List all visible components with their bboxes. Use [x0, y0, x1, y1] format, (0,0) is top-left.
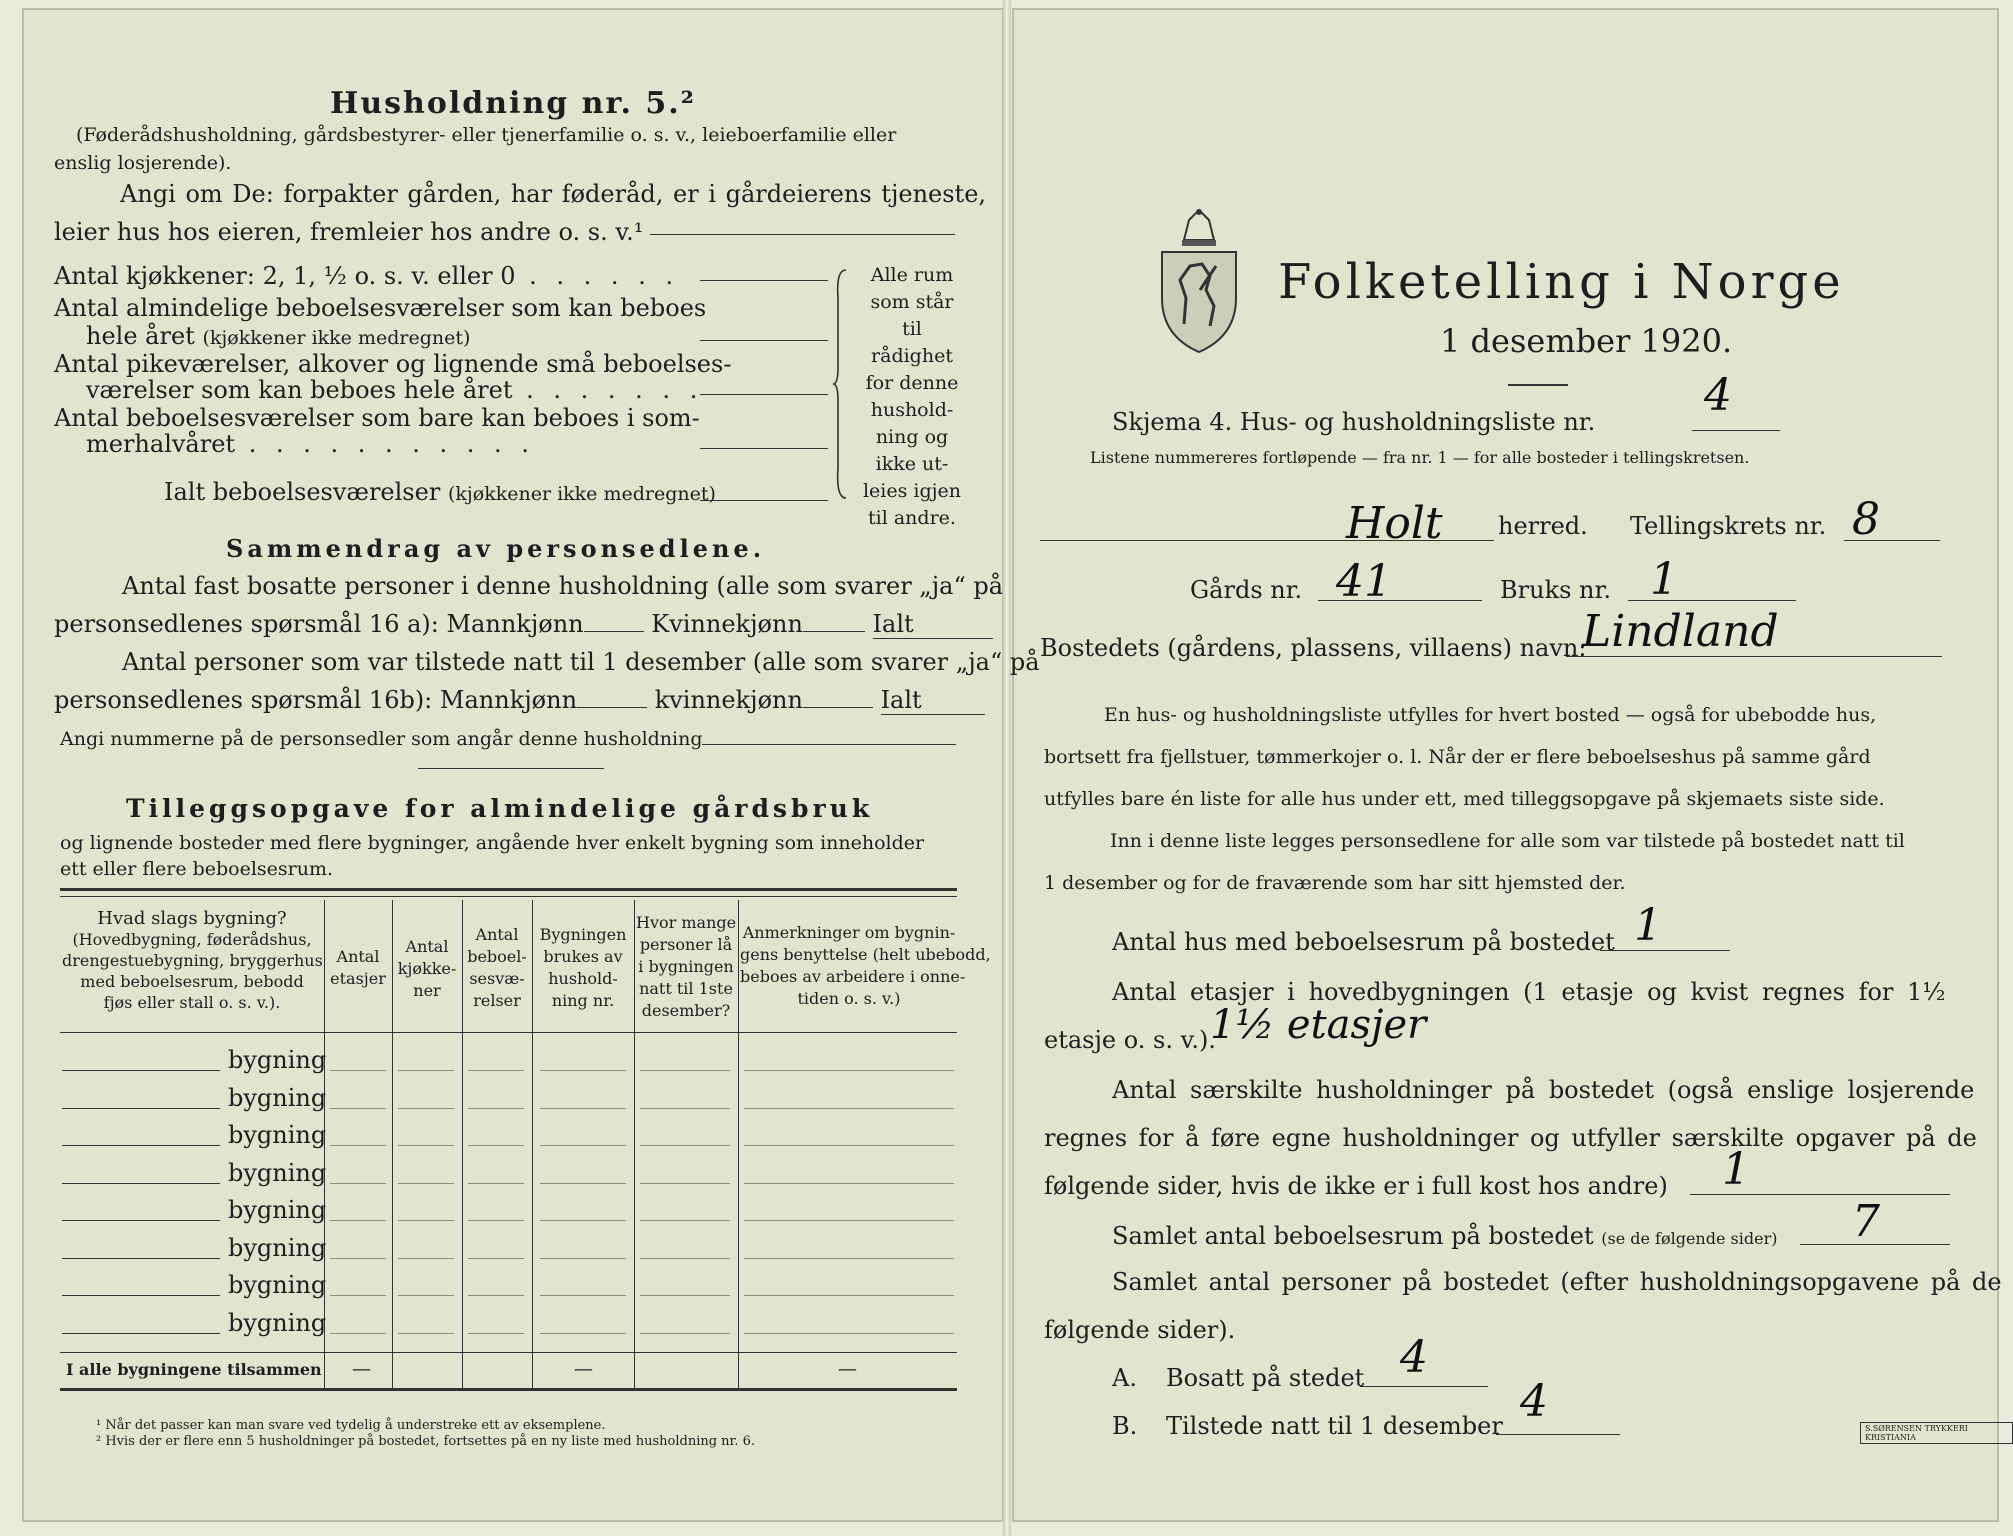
- samlet-rum-label: Samlet antal beboelsesrum på bostedet (se de følgende sider): [1112, 1222, 1778, 1250]
- norway-coat-of-arms-icon: [1156, 206, 1242, 356]
- pike-answer-line[interactable]: [700, 394, 828, 395]
- col-header-personer: Hvor mange personer lå i bygningen natt til 1ste desember?: [636, 913, 737, 1020]
- census-date: 1 desember 1920.: [1440, 322, 1733, 360]
- tilst-line1: Antal personer som var tilstede natt til 1 desember (alle som svarer „ja“ på: [122, 648, 1040, 676]
- tellingskrets-value: 8: [1852, 494, 1880, 545]
- table-cell[interactable]: [398, 1145, 454, 1146]
- a-text: Bosatt på stedet: [1166, 1364, 1365, 1392]
- table-cell[interactable]: [330, 1295, 386, 1296]
- footnote-1: ¹ Når det passer kan man svare ved tydelig å understreke ett av eksemplene.: [96, 1418, 606, 1433]
- a-line[interactable]: [1360, 1386, 1488, 1387]
- bygning-type-line[interactable]: [62, 1258, 220, 1259]
- pike-label-2: værelser som kan beboes hele året . . . . . . .: [86, 376, 704, 404]
- table-cell[interactable]: [468, 1295, 524, 1296]
- printer-stamp: S.SØRENSEN TRYKKERI KRISTIANIA: [1860, 1422, 2013, 1444]
- bygning-label: bygning: [228, 1234, 327, 1262]
- table-cell[interactable]: [540, 1258, 626, 1259]
- col-divider-6: [738, 900, 739, 1390]
- herred-value: Holt: [1346, 498, 1443, 549]
- table-bottom-rule: [60, 1388, 957, 1391]
- para2-line1: Inn i denne liste legges personsedlene for alle som var tilstede på bostedet natt til: [1110, 830, 1905, 852]
- table-cell[interactable]: [398, 1333, 454, 1334]
- table-cell[interactable]: [744, 1070, 954, 1071]
- table-top-rule: [60, 888, 957, 891]
- table-cell[interactable]: [640, 1295, 730, 1296]
- saer-value: 1: [1722, 1144, 1750, 1195]
- brace-icon: [832, 268, 852, 500]
- bruks-value: 1: [1650, 554, 1678, 605]
- bygning-label: bygning: [228, 1046, 327, 1074]
- brace-note: Alle rum som står til rådighet for denne hushold- ning og ikke ut- leies igjen til andre.: [862, 264, 962, 529]
- bruks-label: Bruks nr.: [1500, 576, 1611, 604]
- col-divider-4: [532, 900, 533, 1390]
- table-cell[interactable]: [398, 1108, 454, 1109]
- samlet-pers-line1: Samlet antal personer på bostedet (efter husholdningsopgavene på de: [1112, 1268, 2002, 1296]
- a-value: 4: [1400, 1332, 1428, 1383]
- samlet-pers-line2: følgende sider).: [1044, 1316, 1236, 1344]
- husholdning-title: Husholdning nr. 5.²: [330, 86, 696, 121]
- table-cell[interactable]: [468, 1070, 524, 1071]
- listene-note: Listene nummereres fortløpende — fra nr. 1 — for alle bosteder i tellingskretsen.: [1090, 448, 1750, 467]
- title-divider: [1508, 384, 1568, 386]
- footnote-2: ² Hvis der er flere enn 5 husholdninger på bostedet, fortsettes på en ny liste med husholdning nr. 6.: [96, 1434, 756, 1449]
- table-cell[interactable]: [330, 1333, 386, 1334]
- angi-answer-line[interactable]: [650, 234, 955, 235]
- table-cell[interactable]: [540, 1295, 626, 1296]
- sommer-label-2: merhalvåret . . . . . . . . . . .: [86, 430, 535, 458]
- sommer-label-1: Antal beboelsesværelser som bare kan beboes i som-: [54, 404, 700, 432]
- table-cell[interactable]: [540, 1183, 626, 1184]
- fast-line2: personsedlenes spørsmål 16 a): Mannkjønn Kvinnekjønn Ialt: [54, 610, 993, 639]
- table-cell[interactable]: [744, 1295, 954, 1296]
- bygning-label: bygning: [228, 1196, 327, 1224]
- total-husholdning-dash: —: [574, 1358, 593, 1380]
- para2-line2: 1 desember og for de fraværende som har sitt hjemsted der.: [1044, 872, 1626, 894]
- page-fold: [1003, 0, 1011, 1536]
- table-cell[interactable]: [540, 1070, 626, 1071]
- para1-line3: utfylles bare én liste for alle hus under ett, med tilleggsopgave på skjemaets siste side.: [1044, 788, 1885, 810]
- table-cell[interactable]: [398, 1258, 454, 1259]
- table-cell[interactable]: [330, 1070, 386, 1071]
- col-divider-2: [392, 900, 393, 1390]
- total-anmerkninger-dash: —: [838, 1358, 857, 1380]
- alm-answer-line[interactable]: [700, 340, 828, 341]
- bygning-label: bygning: [228, 1309, 327, 1337]
- tellingskrets-label: Tellingskrets nr.: [1630, 512, 1827, 540]
- total-top-rule: [60, 1352, 957, 1353]
- bygning-type-line[interactable]: [62, 1108, 220, 1109]
- total-etasjer-dash: —: [352, 1358, 371, 1380]
- col-header-etasjer: Antal etasjer: [330, 947, 386, 988]
- intro-line2: enslig losjerende).: [54, 152, 232, 174]
- bygning-type-line[interactable]: [62, 1070, 220, 1071]
- para1-line1: En hus- og husholdningsliste utfylles for hvert bosted — også for ubebodde hus,: [1104, 704, 1877, 726]
- table-cell[interactable]: [640, 1183, 730, 1184]
- table-cell[interactable]: [330, 1183, 386, 1184]
- gards-value: 41: [1336, 556, 1392, 607]
- etasjer-line2: etasje o. s. v.).: [1044, 1026, 1216, 1054]
- table-cell[interactable]: [330, 1108, 386, 1109]
- etasjer-line1: Antal etasjer i hovedbygningen (1 etasje og kvist regnes for 1½: [1112, 978, 1946, 1006]
- b-text: Tilstede natt til 1 desember: [1166, 1412, 1503, 1440]
- bygning-label: bygning: [228, 1159, 327, 1187]
- total-label: I alle bygningene tilsammen: [66, 1360, 322, 1379]
- bygning-type-line[interactable]: [62, 1183, 220, 1184]
- table-cell[interactable]: [640, 1258, 730, 1259]
- bygning-label: bygning: [228, 1121, 327, 1149]
- table-cell[interactable]: [330, 1145, 386, 1146]
- col-header-anmerkninger: Anmerkninger om bygnin- gens benyttelse (helt ubebodd, beboes av arbeidere i onne- tiden o. s. v.): [740, 923, 991, 1008]
- pike-label-1: Antal pikeværelser, alkover og lignende små beboelses-: [54, 350, 732, 378]
- table-cell[interactable]: [398, 1183, 454, 1184]
- table-cell[interactable]: [744, 1145, 954, 1146]
- table-cell[interactable]: [330, 1258, 386, 1259]
- angi-line2: leier hus hos eieren, fremleier hos andre o. s. v.¹: [54, 218, 644, 246]
- etasjer-value: 1½ etasjer: [1210, 1002, 1427, 1048]
- table-cell[interactable]: [468, 1183, 524, 1184]
- table-cell[interactable]: [468, 1145, 524, 1146]
- saer-line3: følgende sider, hvis de ikke er i full kost hos andre): [1044, 1172, 1668, 1200]
- bygning-type-line[interactable]: [62, 1295, 220, 1296]
- bygning-type-line[interactable]: [62, 1220, 220, 1221]
- bygning-type-line[interactable]: [62, 1145, 220, 1146]
- table-cell[interactable]: [468, 1220, 524, 1221]
- table-cell[interactable]: [398, 1070, 454, 1071]
- nummerne-answer-line[interactable]: [702, 744, 956, 745]
- table-cell[interactable]: [744, 1333, 954, 1334]
- kjokkener-answer-line[interactable]: [700, 280, 828, 281]
- skjema-nr-line[interactable]: [1692, 430, 1780, 431]
- a-label: A.: [1112, 1364, 1137, 1392]
- table-cell[interactable]: [744, 1183, 954, 1184]
- tillegg-line2: ett eller flere beboelsesrum.: [60, 858, 334, 880]
- table-cell[interactable]: [398, 1295, 454, 1296]
- col-header-husholdning: Bygningen brukes av hushold- ning nr.: [539, 925, 627, 1010]
- skjema-nr-value: 4: [1704, 370, 1732, 421]
- intro-line1: (Føderådshusholdning, gårdsbestyrer- eller tjenerfamilie o. s. v., leieboerfamilie eller: [76, 124, 897, 146]
- skjema-label: Skjema 4. Hus- og husholdningsliste nr.: [1112, 408, 1596, 436]
- bosted-label: Bostedets (gårdens, plassens, villaens) navn:: [1040, 634, 1587, 662]
- table-cell[interactable]: [540, 1108, 626, 1109]
- b-line[interactable]: [1496, 1434, 1620, 1435]
- table-cell[interactable]: [640, 1070, 730, 1071]
- table-cell[interactable]: [468, 1333, 524, 1334]
- table-cell[interactable]: [744, 1220, 954, 1221]
- nummerne-label: Angi nummerne på de personsedler som angår denne husholdning: [60, 728, 703, 750]
- bygning-type-line[interactable]: [62, 1333, 220, 1334]
- tillegg-title: Tilleggsopgave for almindelige gårdsbruk: [126, 794, 874, 823]
- col-header-kjokkener: Antal kjøkke- ner: [397, 937, 457, 1000]
- bygning-label: bygning: [228, 1084, 327, 1112]
- saer-line1: Antal særskilte husholdninger på bostedet (også enslige losjerende: [1112, 1076, 1975, 1104]
- table-cell[interactable]: [640, 1220, 730, 1221]
- header-bottom-rule: [60, 1032, 957, 1033]
- ialt-label: Ialt beboelsesværelser (kjøkkener ikke medregnet): [164, 478, 716, 506]
- col-header-beboelsesvaerelser: Antal beboel- sesvæ- relser: [467, 925, 527, 1010]
- table-cell[interactable]: [640, 1108, 730, 1109]
- table-cell[interactable]: [540, 1333, 626, 1334]
- col-header-bygning: Hvad slags bygning? (Hovedbygning, føderådshus, drengestuebygning, bryggerhus med beboelsesrum, bebodd fjøs eller stall o. s. v.).: [62, 908, 323, 1012]
- antal-hus-label: Antal hus med beboelsesrum på bostedet: [1112, 928, 1615, 956]
- table-cell[interactable]: [468, 1258, 524, 1259]
- alm-label-2: hele året (kjøkkener ikke medregnet): [86, 322, 471, 350]
- gards-label: Gårds nr.: [1190, 576, 1303, 604]
- table-cell[interactable]: [744, 1108, 954, 1109]
- table-cell[interactable]: [640, 1333, 730, 1334]
- tillegg-line1: og lignende bosteder med flere bygninger, angående hver enkelt bygning som inneholder: [60, 832, 925, 854]
- bosted-value: Lindland: [1582, 606, 1779, 657]
- tilst-line2: personsedlenes spørsmål 16b): Mannkjønn kvinnekjønn Ialt: [54, 686, 985, 715]
- b-value: 4: [1520, 1376, 1548, 1427]
- col-divider-3: [462, 900, 463, 1390]
- kjokkener-label: Antal kjøkkener: 2, 1, ½ o. s. v. eller 0 . . . . . .: [54, 262, 680, 290]
- samlet-rum-value: 7: [1852, 1196, 1880, 1247]
- ialt-answer-line[interactable]: [700, 500, 828, 501]
- fast-line1: Antal fast bosatte personer i denne husholdning (alle som svarer „ja“ på: [122, 572, 1004, 600]
- alm-label-1: Antal almindelige beboelsesværelser som kan beboes: [54, 294, 707, 322]
- table-cell[interactable]: [398, 1220, 454, 1221]
- herred-label: herred.: [1498, 512, 1588, 540]
- census-title: Folketelling i Norge: [1278, 254, 1845, 310]
- sommer-answer-line[interactable]: [700, 448, 828, 449]
- table-cell[interactable]: [540, 1220, 626, 1221]
- antal-hus-line[interactable]: [1600, 950, 1730, 951]
- table-cell[interactable]: [330, 1220, 386, 1221]
- table-cell[interactable]: [468, 1108, 524, 1109]
- table-cell[interactable]: [640, 1145, 730, 1146]
- table-cell[interactable]: [540, 1145, 626, 1146]
- table-cell[interactable]: [744, 1258, 954, 1259]
- section-divider: [418, 768, 604, 769]
- para1-line2: bortsett fra fjellstuer, tømmerkojer o. l. Når der er flere beboelseshus på samme gård: [1044, 746, 1871, 768]
- bygning-label: bygning: [228, 1271, 327, 1299]
- saer-line2: regnes for å føre egne husholdninger og utfyller særskilte opgaver på de: [1044, 1124, 1977, 1152]
- b-label: B.: [1112, 1412, 1138, 1440]
- table-top-rule-2: [60, 896, 957, 897]
- angi-line1: Angi om De: forpakter gården, har føderåd, er i gårdeierens tjeneste,: [120, 180, 987, 208]
- sammendrag-title: Sammendrag av personsedlene.: [226, 534, 766, 563]
- antal-hus-value: 1: [1634, 900, 1662, 951]
- col-divider-5: [634, 900, 635, 1390]
